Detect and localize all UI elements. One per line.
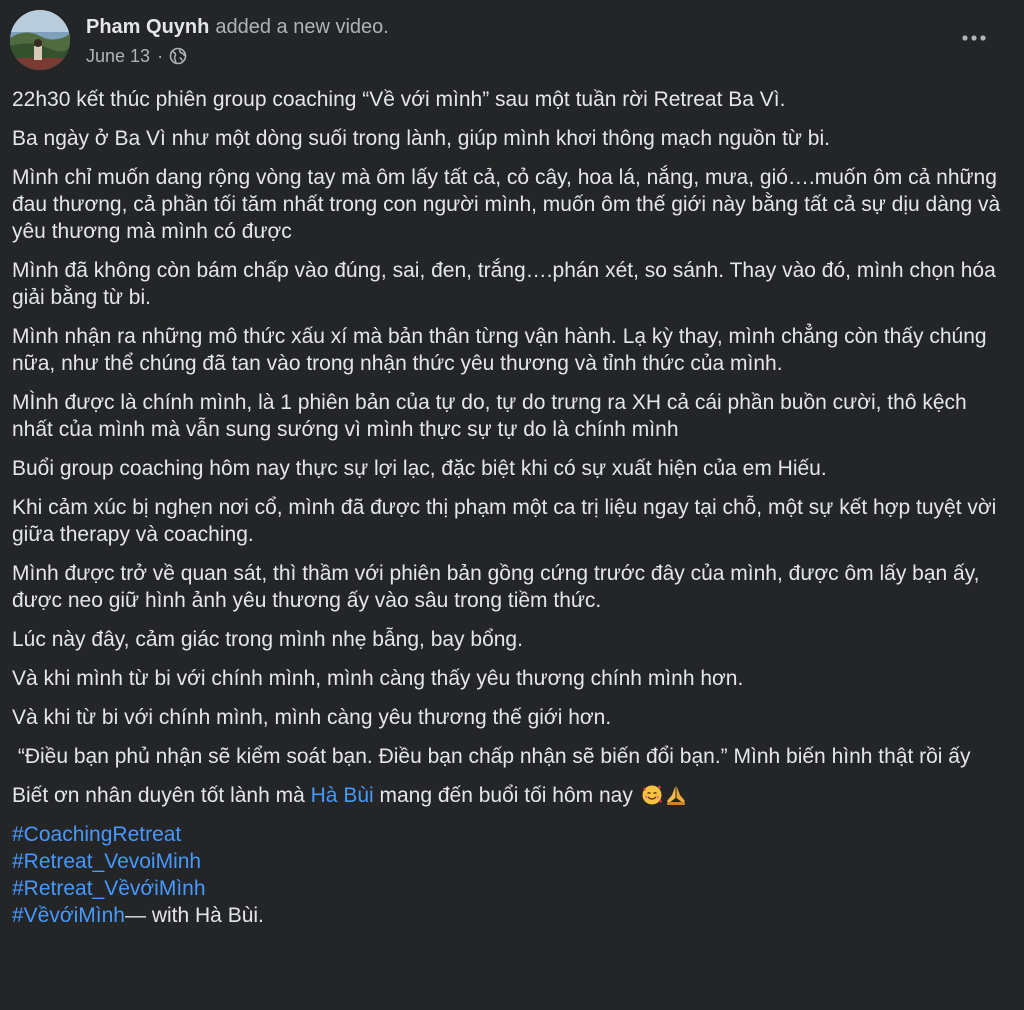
post-paragraph: Ba ngày ở Ba Vì như một dòng suối trong lành, giúp mình khơi thông mạch nguồn từ bi. (12, 127, 830, 150)
post-subline (86, 44, 389, 68)
gratitude-text-end: mang đến buổi tối hôm nay (373, 784, 639, 807)
hashtag-link[interactable]: #CoachingRetreat (12, 823, 182, 846)
post-paragraph: Và khi mình từ bi với chính mình, mình càng thấy yêu thương chính mình hơn. (12, 667, 744, 690)
with-mention-ha-bui[interactable]: Hà Bùi (195, 904, 259, 927)
hashtag-list (12, 821, 1012, 929)
gratitude-text: Biết ơn nhân duyên tốt lành mà (12, 784, 311, 807)
author-name[interactable]: Pham Quynh (86, 16, 210, 38)
with-text: — with (125, 904, 196, 927)
folded-hands-emoji-icon (665, 784, 687, 806)
post-header (10, 10, 1014, 72)
smiling-face-with-hearts-emoji-icon (641, 784, 663, 806)
post-action-text: added a new video. (215, 16, 389, 38)
author-line (86, 14, 389, 40)
post-paragraph: Khi cảm xúc bị nghẹn nơi cổ, mình đã được thị phạm một ca trị liệu ngay tại chỗ, một sự kết hợp tuyệt vời giữa therapy và coaching. (12, 496, 997, 546)
avatar-photo (10, 10, 70, 70)
post-paragraph: Mình chỉ muốn dang rộng vòng tay mà ôm lấy tất cả, cỏ cây, hoa lá, nắng, mưa, gió….muốn ôm cả những đau thương, cả phần tối tăm nhất trong con người mình, muốn ôm thế giới này bằng tất cả sự dịu dàng và yêu thương mà mình có được (12, 166, 1001, 243)
post-body (12, 86, 1012, 929)
post-paragraph: 22h30 kết thúc phiên group coaching “Về với mình” sau một tuần rời Retreat Ba Vì. (12, 88, 786, 111)
post-paragraph: Mình nhận ra những mô thức xấu xí mà bản thân từng vận hành. Lạ kỳ thay, mình chẳng còn thấy chúng nữa, như thể chúng đã tan vào trong nhận thức yêu thương và tỉnh thức của mình. (12, 325, 987, 375)
post-meta (86, 14, 389, 68)
meta-separator: · (157, 46, 164, 66)
hashtag-link[interactable]: #VềvớiMình (12, 904, 125, 927)
more-options-icon[interactable] (954, 26, 994, 50)
post-date[interactable]: June 13 (86, 46, 151, 66)
post-paragraph: MÌnh được là chính mình, là 1 phiên bản của tự do, tự do trưng ra XH cả cái phần buồn cười, thô kệch nhất của mình mà vẫn sung sướng vì mình thực sự tự do là chính mình (12, 391, 967, 441)
hashtag-link[interactable]: #Retreat_VevoiMinh (12, 850, 202, 873)
globe-icon[interactable] (169, 47, 187, 65)
post-paragraph: Buổi group coaching hôm nay thực sự lợi lạc, đặc biệt khi có sự xuất hiện của em Hiếu. (12, 457, 827, 480)
avatar[interactable] (10, 10, 70, 70)
post-paragraph: Mình được trở về quan sát, thì thầm với phiên bản gồng cứng trước đây của mình, được ôm lấy bạn ấy, được neo giữ hình ảnh yêu thương ấy vào sâu trong tiềm thức. (12, 562, 980, 612)
hashtag-link[interactable]: #Retreat_VềvớiMình (12, 877, 206, 900)
with-end: . (258, 904, 264, 927)
post-paragraph: Và khi từ bi với chính mình, mình càng yêu thương thế giới hơn. (12, 706, 612, 729)
mention-ha-bui[interactable]: Hà Bùi (310, 784, 374, 807)
gratitude-paragraph (12, 782, 1012, 809)
post-paragraph: Mình đã không còn bám chấp vào đúng, sai, đen, trắng….phán xét, so sánh. Thay vào đó, mình chọn hóa giải bằng từ bi. (12, 259, 996, 309)
post-paragraph: Lúc này đây, cảm giác trong mình nhẹ bẫng, bay bổng. (12, 628, 523, 651)
post-paragraph: “Điều bạn phủ nhận sẽ kiểm soát bạn. Điều bạn chấp nhận sẽ biến đổi bạn.” Mình biến hình thật rồi ấy (12, 745, 971, 768)
